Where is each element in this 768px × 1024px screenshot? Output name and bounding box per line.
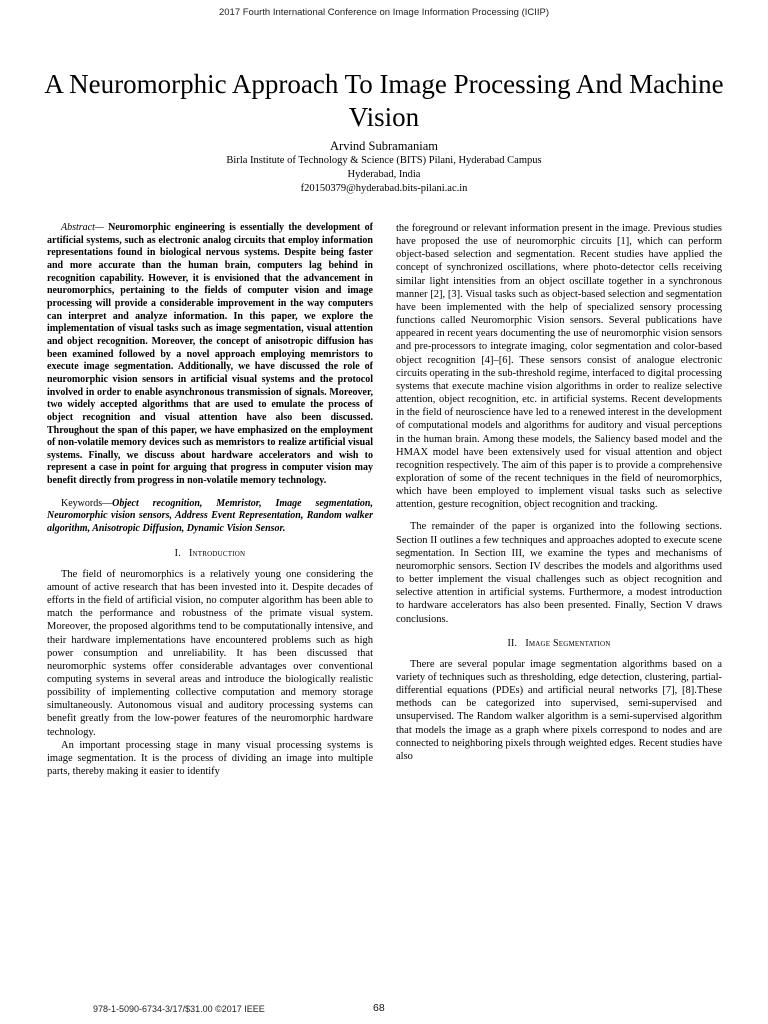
- author-block: [140, 139, 628, 196]
- abstract-text: Neuromorphic engineering is essentially the development of artificial systems, such as electronic analog circuits that employ information representations found in biological nervous systems. Despite being faster and more accurate than the human brain, computers lag behind in recognition capability. However, it is envisioned that the advancement in neuromorphics, pertaining to the fields of computer vision and image processing will provide a considerable improvement in the way computers can interpret and analyze information. In this paper, we explore the implementation of visual tasks such as image segmentation, visual attention and object recognition. Moreover, the concept of anisotropic diffusion has been examined followed by a novel approach employing memristors to execute image segmentation. Additionally, we have discussed the role of neuromorphic vision sensors in artificial visual systems and the protocol involved in order to enable asynchronous transmission of signals. Moreover, two widely accepted algorithms that are used to emulate the process of object recognition and visual attention have also been discussed. Throughout the span of this paper, we have emphasized on the employment of non-volatile memory devices such as memristors to realize artificial visual systems. Finally, we discuss about hardware accelerators and wish to represent a case in point for arguing that progress in computer vision may benefit directly from progress in non-volatile memory technology.: [47, 222, 373, 487]
- section-title: Introduction: [189, 547, 246, 559]
- intro-paragraph-continued: the foreground or relevant information present in the image. Previous studies have proposed the use of neuromorphic circuits [1], which can perform object-based selection and segmentation. Recent studies have applied the concept of synchronized oscillations, where photo-detector cells receiving similar light intensities from an object oscillate together in a synchronous manner [2], [3]. Visual tasks such as object-based selection and segmentation have been implemented with the help of specialized sensory processing functions called Neuromorphic Vision sensors. Several publications have appeared in recent years documenting the use of neuromorphic vision sensors and pre-processors to integrate imaging, color segmentation and color-based object recognition [4]–[6]. These sensors consist of analogue electronic circuits operating in the sub-threshold regime, interfaced to digital processing systems that execute machine vision algorithms in order to realize selective attention, object recognition, etc. in artificial systems. Recent developments in the field of neuroscience have led to a renewed interest in the development of computational models and algorithms for auditory and visual perceptions in the human brain. Among these models, the Saliency based model and the HMAX model have been extensively used for visual attention and object recognition respectively. The aim of this paper is to provide a comprehensive exploration of some of the recent techniques in the field of neuromorphics, which have been employed to implement visual tasks such as selective attention, gesture recognition, object recognition and tracking.: [396, 223, 722, 511]
- left-column: [47, 222, 373, 778]
- section-number: I.: [174, 547, 181, 559]
- footer-copyright: 978-1-5090-6734-3/17/$31.00 ©2017 IEEE: [93, 1004, 265, 1014]
- intro-paragraph-1: The field of neuromorphics is a relatively young one considering the amount of active research that has been invested into it. Despite decades of efforts in the field of artificial vision, no computer algorithm has been able to match the performance and robustness of the primate visual system. Moreover, the proposed algorithms tend to be computationally intensive, and their hardware implementations have encountered problems such as high power consumption and unreliability. It has been discussed that neuromorphic systems offer considerable advantages over conventional computing systems in several areas and introduce the biologically realistic possibility of implementing collective computation and memory storage simultaneously. Autonomous visual and auditory processing systems can benefit greatly from the low-power features of the neuromorphic hardware technology.: [47, 568, 373, 738]
- author-name: Arvind Subramaniam: [330, 139, 438, 153]
- author-affiliation: Birla Institute of Technology & Science (BITS) Pilani, Hyderabad Campus: [226, 155, 542, 166]
- keywords-text: Object recognition, Memristor, Image segmentation, Neuromorphic vision sensors, Address Event Representation, Random walker algorithm, Anisotropic Diffusion, Dynamic Vision Sensor.: [47, 497, 373, 534]
- section-heading-introduction: [47, 547, 373, 560]
- conference-header: 2017 Fourth International Conference on Image Information Processing (ICIIP): [218, 7, 550, 18]
- keywords: [47, 498, 373, 536]
- abstract-label: Abstract—: [61, 222, 104, 233]
- section-heading-image-segmentation: [396, 637, 722, 650]
- paper-title: A Neuromorphic Approach To Image Processing And Machine Vision: [44, 69, 724, 132]
- author-location: Hyderabad, India: [347, 169, 421, 180]
- section-title: Image Segmentation: [525, 637, 611, 649]
- keywords-label: Keywords—: [61, 497, 113, 509]
- abstract: [47, 222, 373, 488]
- section-number: II.: [507, 637, 518, 649]
- organization-paragraph: The remainder of the paper is organized into the following sections. Section II outlines a few techniques and approaches adopted to execute scene segmentation. In Section III, we examine the types and mechanisms of neuromorphic sensors. Section IV describes the models and algorithms used to better implement the visual challenges such as object recognition and selective attention in artificial systems. Furthermore, a modest introduction to hardware accelerators has also been presented. Finally, Section V draws conclusions.: [396, 521, 722, 625]
- segmentation-paragraph: There are several popular image segmentation algorithms based on a variety of techniques such as thresholding, edge detection, clustering, partial-differential equations (PDEs) and artificial neural networks [7], [8].These methods can be categorized into supervised, semi-supervised and unsupervised. The Random walker algorithm is a semi-supervised algorithm that models the image as a graph where pixels correspond to nodes and are connected to neighboring pixels through weighted edges. Recent studies have also: [396, 658, 722, 762]
- author-email[interactable]: f20150379@hyderabad.bits-pilani.ac.in: [300, 183, 468, 194]
- intro-paragraph-2: An important processing stage in many visual processing systems is image segmentation. It is the process of dividing an image into multiple parts, thereby making it easier to identify: [47, 739, 373, 778]
- page-number: 68: [373, 1002, 385, 1014]
- right-column: [396, 222, 722, 763]
